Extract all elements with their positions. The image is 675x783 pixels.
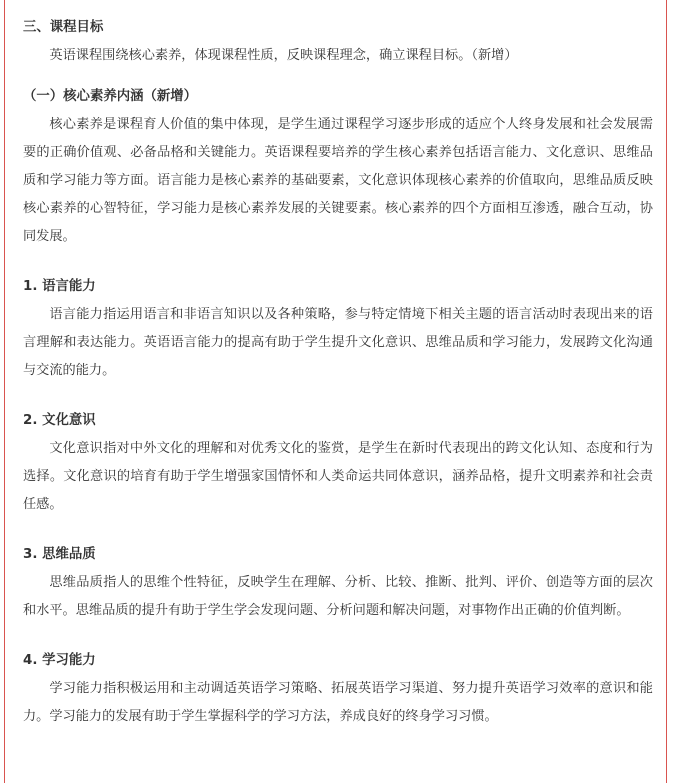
item-body-culture: 文化意识指对中外文化的理解和对优秀文化的鉴赏，是学生在新时代表现出的跨文化认知、态度和行为选择。文化意识的培育有助于学生增强家国情怀和人类命运共同体意识，涵养品格，提升文明素养和社会责任感。 [23, 441, 653, 512]
item-heading-language: 1. 语言能力 [23, 279, 96, 294]
item-body-language: 语言能力指运用语言和非语言知识以及各种策略，参与特定情境下相关主题的语言活动时表现出来的语言理解和表达能力。英语语言能力的提高有助于学生提升文化意识、思维品质和学习能力，发展跨文化沟通与交流的能力。 [23, 307, 653, 378]
item-heading-thinking: 3. 思维品质 [23, 547, 96, 562]
item-heading-learning: 4. 学习能力 [23, 653, 96, 668]
section-title: 三、课程目标 [23, 20, 104, 35]
item-body-thinking: 思维品质指人的思维个性特征，反映学生在理解、分析、比较、推断、批判、评价、创造等方面的层次和水平。思维品质的提升有助于学生学会发现问题、分析问题和解决问题，对事物作出正确的价值判断。 [23, 575, 653, 618]
article-content [23, 14, 653, 731]
item-heading-culture: 2. 文化意识 [23, 413, 96, 428]
item-body-learning: 学习能力指积极运用和主动调适英语学习策略、拓展英语学习渠道、努力提升英语学习效率的意识和能力。学习能力的发展有助于学生掌握科学的学习方法，养成良好的终身学习习惯。 [23, 681, 653, 724]
section-intro: 英语课程围绕核心素养，体现课程性质，反映课程理念，确立课程目标。（新增） [49, 48, 518, 63]
subsection-title: （一）核心素养内涵（新增） [23, 89, 198, 104]
subsection-body: 核心素养是课程育人价值的集中体现，是学生通过课程学习逐步形成的适应个人终身发展和社会发展需要的正确价值观、必备品格和关键能力。英语课程要培养的学生核心素养包括语言能力、文化意识、思维品质和学习能力等方面。语言能力是核心素养的基础要素，文化意识体现核心素养的价值取向，思维品质反映核心素养的心智特征，学习能力是核心素养发展的关键要素。核心素养的四个方面相互渗透，融合互动，协同发展。 [23, 117, 653, 244]
